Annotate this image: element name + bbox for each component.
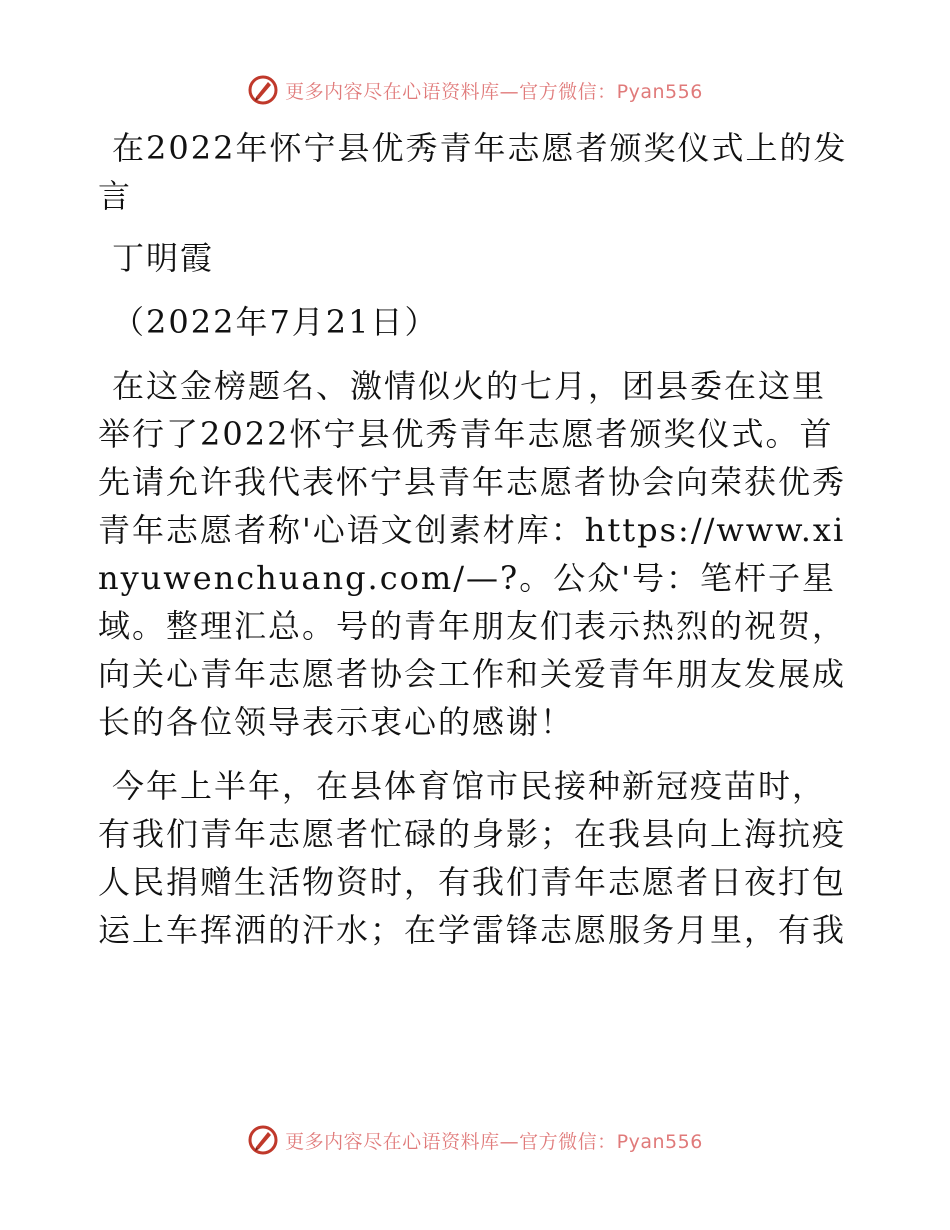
banner-text: 更多内容尽在心语资料库—官方微信：Pyan556 [285,80,703,103]
header-banner [0,70,950,110]
paragraph: 在这金榜题名、激情似火的七月，团县委在这里举行了2022怀宁县优秀青年志愿者颁奖仪式。首先请允许我代表怀宁县青年志愿者协会向荣获优秀青年志愿者称'心语文创素材库：https://www.xinyuwenchuang.com/—?。公众'号：笔杆子星域。整理汇总。号的青年朋友们表示热烈的祝贺，向关心青年志愿者协会工作和关爱青年朋友发展成长的各位领导表示衷心的感谢！ [98,367,847,741]
footer-banner [0,1120,950,1160]
document-author: 丁明霞 [112,239,215,277]
pen-circle-logo-icon [247,74,279,106]
banner-text: 更多内容尽在心语资料库—官方微信：Pyan556 [285,1130,703,1153]
document-date: （2022年7月21日） [112,303,439,341]
document-body [98,124,858,970]
document-title: 在2022年怀宁县优秀青年志愿者颁奖仪式上的发言 [98,129,848,215]
paragraph: 今年上半年，在县体育馆市民接种新冠疫苗时，有我们青年志愿者忙碌的身影；在我县向上海抗疫人民捐赠生活物资时，有我们青年志愿者日夜打包运上车挥洒的汗水；在学雷锋志愿服务月里，有我 [98,767,847,949]
pen-circle-logo-icon [247,1124,279,1156]
